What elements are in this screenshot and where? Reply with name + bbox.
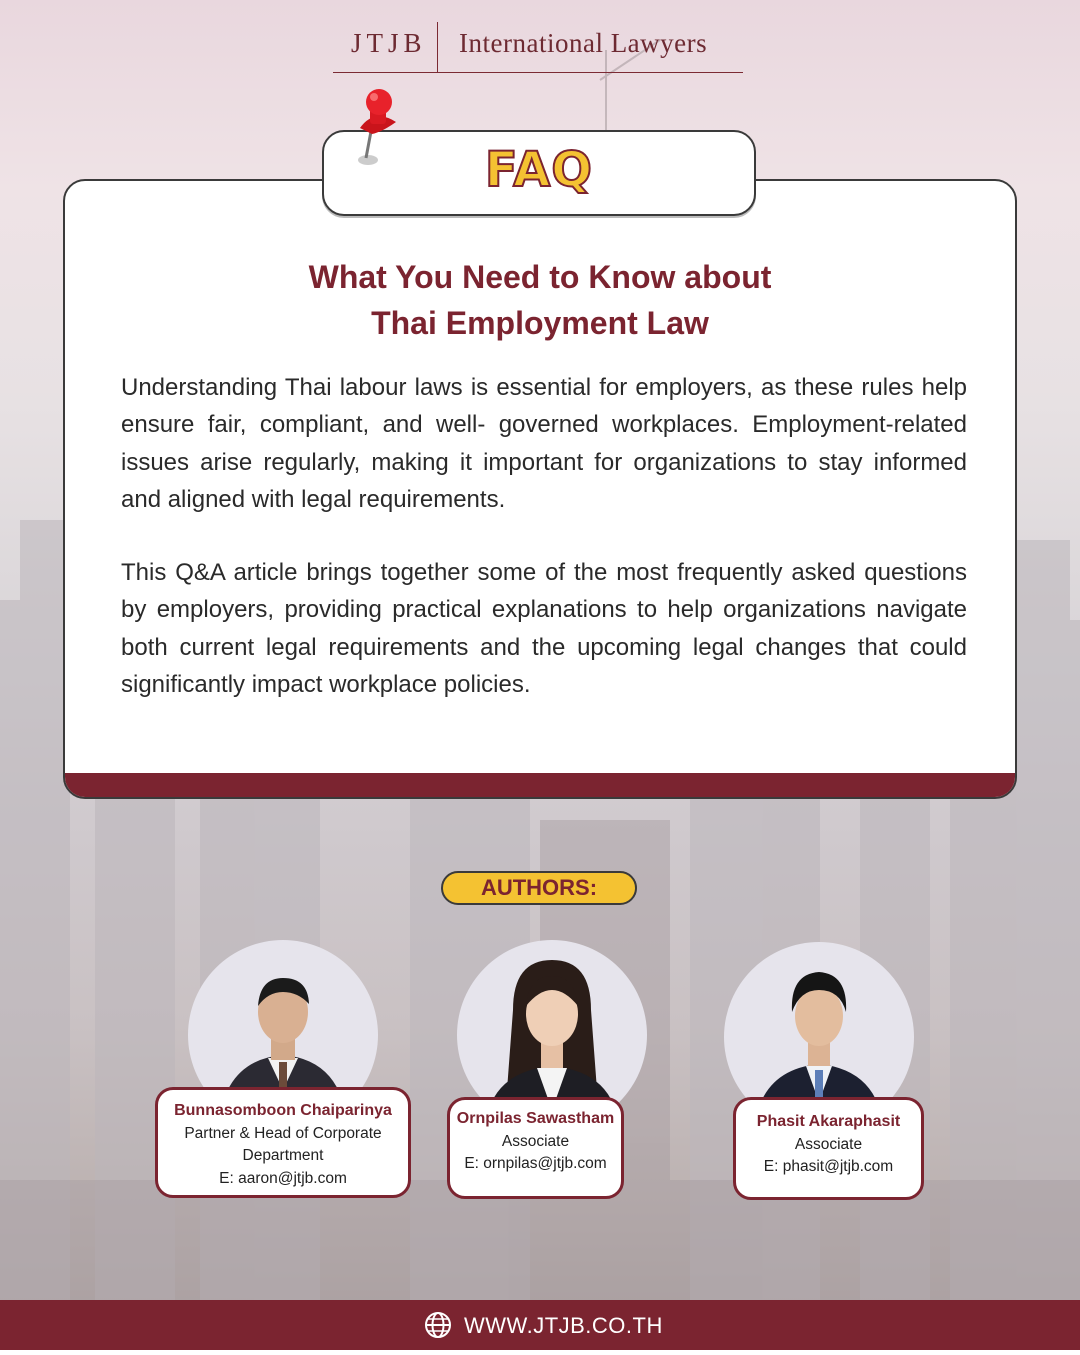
faq-label: FAQ <box>484 142 594 198</box>
globe-icon <box>424 1311 452 1339</box>
author-role: Associate <box>501 1132 570 1150</box>
card-bottom-band <box>65 773 1015 797</box>
brand-header <box>333 22 743 73</box>
author-email: E: aaron@jtjb.com <box>219 1169 347 1187</box>
author-role-cont: Department <box>242 1147 324 1164</box>
author-email: E: phasit@jtjb.com <box>763 1158 894 1175</box>
author-name: Bunnasomboon Chaiparinya <box>174 1102 392 1119</box>
qa-paragraph: This Q&A article brings together some of the most frequently asked questions by employers, providing practical explanations to help organizations navigate both current legal requirements and the upcoming legal changes that could significantly impact workplace policies. <box>121 559 967 698</box>
brand-short: JTJB <box>351 28 427 58</box>
author-role: Associate <box>794 1135 863 1153</box>
author-card-ornpilas <box>447 1097 624 1199</box>
brand-long: International Lawyers <box>459 28 708 58</box>
author-name: Phasit Akaraphasit <box>756 1113 901 1130</box>
author-name: Ornpilas Sawastham <box>456 1110 615 1127</box>
intro-paragraph: Understanding Thai labour laws is essential for employers, as these rules help ensure fair, compliant, and well- governed workplaces. Employment-related issues arise regularly, making it important for organizations to stay informed and aligned with legal requirements. <box>121 374 967 513</box>
title-line-1: What You Need to Know about <box>308 259 772 295</box>
website-link[interactable]: WWW.JTJB.CO.TH <box>464 1313 663 1338</box>
author-card-phasit <box>733 1097 924 1200</box>
authors-label: AUTHORS: <box>441 871 637 905</box>
article-title <box>63 254 1017 346</box>
author-card-bunnasomboon <box>155 1087 411 1198</box>
title-line-2: Thai Employment Law <box>371 305 709 341</box>
brand-divider <box>437 22 438 72</box>
footer-bar <box>0 1300 1080 1350</box>
author-role: Partner & Head of Corporate <box>184 1124 382 1142</box>
author-email: E: ornpilas@jtjb.com <box>464 1155 607 1172</box>
pushpin-icon <box>350 88 410 168</box>
